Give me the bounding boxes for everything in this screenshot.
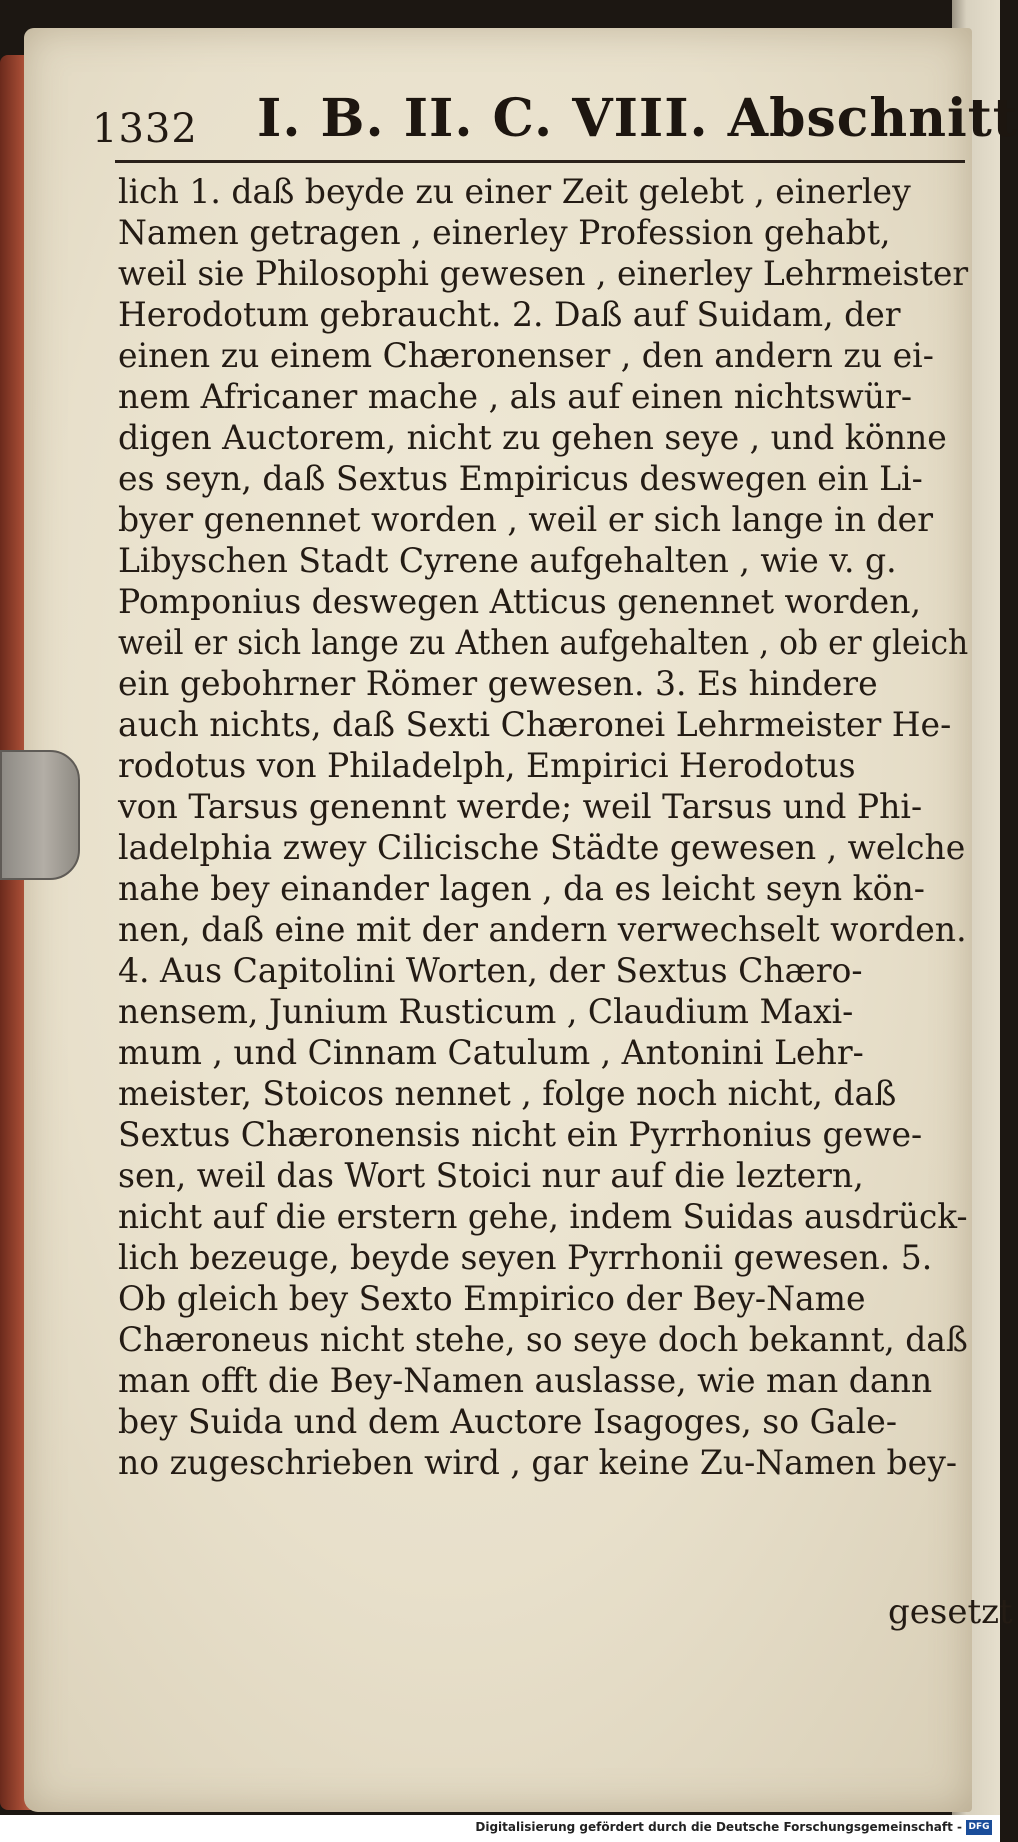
- text-line: es seyn, daß Sextus Empiricus deswegen ein Li-: [118, 459, 923, 499]
- text-line: weil er sich lange zu Athen aufgehalten , ob er gleich: [118, 623, 969, 663]
- text-line: nem Africaner mache , als auf einen nichtswür-: [118, 377, 913, 417]
- text-line: auch nichts, daß Sexti Chæronei Lehrmeister He-: [118, 705, 952, 745]
- text-line: rodotus von Philadelph, Empirici Herodotus: [118, 746, 856, 786]
- text-line: Ob gleich bey Sexto Empirico der Bey-Name: [118, 1279, 866, 1319]
- text-line: nensem, Junium Rusticum , Claudium Maxi-: [118, 992, 854, 1032]
- text-line: digen Auctorem, nicht zu gehen seye , und könne: [118, 418, 947, 458]
- text-line: man offt die Bey-Namen auslasse, wie man dann: [118, 1361, 933, 1401]
- dfg-logo: DFG: [966, 1820, 992, 1835]
- text-line: ladelphia zwey Cilicische Städte gewesen , welche: [118, 828, 966, 868]
- header-rule: [115, 160, 965, 163]
- funding-credit: Digitalisierung gefördert durch die Deutsche Forschungsgemeinschaft -: [475, 1820, 962, 1834]
- footer-bar: [0, 1815, 1000, 1842]
- text-line: bey Suida und dem Auctore Isagoges, so Gale-: [118, 1402, 897, 1442]
- text-line: byer genennet worden , weil er sich lange in der: [118, 500, 933, 540]
- text-line: nahe bey einander lagen , da es leicht seyn kön-: [118, 869, 925, 909]
- body-text: [118, 172, 993, 1484]
- text-line: Pomponius deswegen Atticus genennet worden,: [118, 582, 921, 622]
- text-line: von Tarsus genennt werde; weil Tarsus und Phi-: [118, 787, 923, 827]
- bookmark-clip: [0, 750, 80, 880]
- text-line: Libyschen Stadt Cyrene aufgehalten , wie v. g.: [118, 541, 897, 581]
- text-line: 4. Aus Capitolini Worten, der Sextus Chæro-: [118, 951, 863, 991]
- text-line: Namen getragen , einerley Profession gehabt,: [118, 213, 891, 253]
- text-line: lich bezeuge, beyde seyen Pyrrhonii gewesen. 5.: [118, 1238, 933, 1278]
- catchword: gesetzt: [888, 1592, 1013, 1632]
- text-line: nicht auf die erstern gehe, indem Suidas ausdrück-: [118, 1197, 968, 1237]
- page-header: [92, 76, 1018, 166]
- text-line: nen, daß eine mit der andern verwechselt worden.: [118, 910, 967, 950]
- text-line: ein gebohrner Römer gewesen. 3. Es hindere: [118, 664, 878, 704]
- text-line: no zugeschrieben wird , gar keine Zu-Namen bey-: [118, 1443, 958, 1483]
- text-line: Sextus Chæronensis nicht ein Pyrrhonius gewe-: [118, 1115, 923, 1155]
- text-line: einen zu einem Chæronenser , den andern zu ei-: [118, 336, 934, 376]
- text-line: mum , und Cinnam Catulum , Antonini Lehr-: [118, 1033, 864, 1073]
- text-line: Herodotum gebraucht. 2. Daß auf Suidam, der: [118, 295, 901, 335]
- text-line: lich 1. daß beyde zu einer Zeit gelebt , einerley: [118, 172, 911, 212]
- page-number: 1332: [92, 106, 198, 152]
- text-line: weil sie Philosophi gewesen , einerley Lehrmeister: [118, 254, 969, 294]
- running-head: I. B. II. C. VIII. Abschnitt: [257, 88, 1018, 149]
- text-line: Chæroneus nicht stehe, so seye doch bekannt, daß: [118, 1320, 968, 1360]
- text-line: meister, Stoicos nennet , folge noch nicht, daß: [118, 1074, 897, 1114]
- text-line: sen, weil das Wort Stoici nur auf die leztern,: [118, 1156, 864, 1196]
